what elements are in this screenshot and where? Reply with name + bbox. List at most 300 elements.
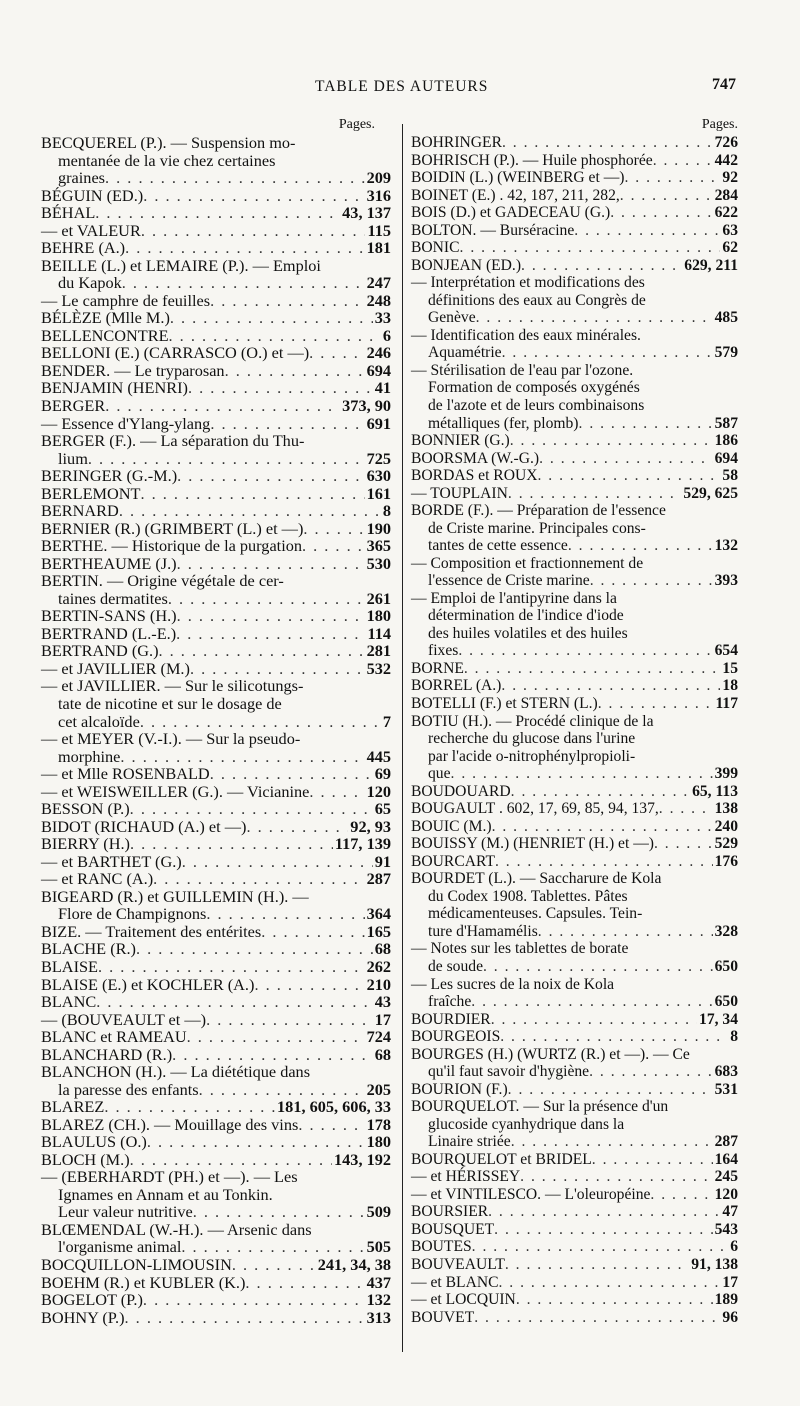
index-line — [411, 1116, 738, 1134]
index-line — [41, 660, 391, 678]
column-divider — [402, 124, 403, 1352]
dot-leader — [210, 292, 365, 310]
index-line — [41, 1116, 391, 1134]
entry-text: BOURGEOIS — [411, 1028, 501, 1046]
dot-leader — [143, 187, 364, 205]
index-line — [411, 169, 738, 187]
page-reference: 442 — [714, 151, 738, 169]
dot-leader — [105, 397, 340, 415]
index-line — [411, 660, 738, 678]
index-line — [41, 555, 391, 573]
index-line — [41, 765, 391, 783]
entry-text: du Kapok — [58, 273, 122, 293]
entry-text: de soude — [428, 957, 483, 975]
page-reference: 531 — [714, 1080, 738, 1098]
left-entries — [41, 134, 391, 1326]
dot-leader — [254, 976, 364, 994]
index-line — [41, 450, 391, 468]
entry-text: BOUVET — [411, 1308, 475, 1326]
entry-text: BOEHM (R.) et KUBLER (K.) — [41, 1272, 246, 1292]
dot-leader — [302, 537, 365, 555]
page-reference: 96 — [722, 1308, 738, 1326]
entry-text: Ignames en Annam et au Tonkin. — [58, 1184, 273, 1204]
index-line — [411, 362, 738, 380]
entry-text: — TOUPLAIN — [411, 484, 508, 502]
dot-leader — [538, 923, 713, 941]
dot-leader — [574, 222, 720, 240]
index-line — [41, 713, 391, 731]
page-reference: 694 — [714, 449, 738, 467]
index-line — [411, 958, 738, 976]
index-line — [411, 642, 738, 660]
entry-text: BLANC et RAMEAU — [41, 1027, 187, 1047]
dot-leader — [188, 379, 373, 397]
page-reference: 532 — [366, 658, 391, 678]
page-reference: 445 — [366, 746, 391, 766]
entry-text: BORDAS et ROUX — [411, 467, 538, 485]
index-line — [41, 730, 391, 748]
page-reference: 17, 34 — [699, 1010, 738, 1028]
entry-text: Aquamétrie — [428, 344, 502, 362]
dot-leader — [538, 467, 721, 485]
dot-leader — [471, 993, 712, 1011]
entry-text: BLAULUS (O.) — [41, 1132, 147, 1152]
dot-leader — [245, 1274, 364, 1292]
index-line — [411, 1186, 738, 1204]
page-reference: 725 — [366, 448, 391, 468]
dot-leader — [474, 1309, 720, 1327]
index-line — [41, 1046, 391, 1064]
dot-leader — [521, 257, 682, 275]
page-reference: 650 — [714, 993, 738, 1011]
entry-text: BOTELLI (F.) et STERN (L.) — [411, 695, 598, 712]
page-reference: 186 — [714, 432, 738, 450]
index-line — [41, 607, 391, 625]
page-reference: 399 — [714, 765, 738, 783]
page-reference: 65, 113 — [692, 782, 738, 800]
entry-text: tate de nicotine et sur le dosage de — [58, 694, 282, 713]
left-column — [41, 116, 391, 1326]
entry-text: BLOCH (M.) — [41, 1149, 130, 1169]
page-reference: 181, 605, 606, 33 — [277, 1097, 391, 1117]
dot-leader — [510, 432, 713, 450]
dot-leader — [508, 1081, 713, 1099]
index-line — [41, 204, 391, 222]
entry-text: définitions des eaux au Congrès de — [428, 291, 646, 309]
page-reference: 437 — [366, 1272, 391, 1292]
entry-text: recherche du glucose dans l'urine — [428, 730, 636, 748]
index-line — [411, 748, 738, 766]
entry-text: BENJAMIN (HENRI) — [41, 378, 188, 398]
index-line — [411, 695, 738, 713]
index-line — [411, 1098, 738, 1116]
entry-text: BIZE. — Traitement des entérites — [41, 921, 262, 941]
index-line — [411, 713, 738, 731]
entry-text: Leur valeur nutritive — [58, 1202, 193, 1222]
dot-leader — [511, 783, 690, 801]
entry-text: BONJEAN (ED.) — [411, 256, 522, 274]
index-line — [411, 1274, 738, 1292]
index-line — [411, 976, 738, 994]
index-line — [411, 905, 738, 923]
dot-leader — [210, 415, 364, 433]
index-line — [411, 1028, 738, 1046]
entry-text: fraîche — [428, 993, 472, 1011]
entry-text: fixes — [428, 642, 459, 660]
dot-leader — [182, 853, 373, 871]
entry-text: BOGELOT (P.) — [41, 1290, 143, 1310]
entry-text: Linaire striée — [428, 1133, 511, 1151]
dot-leader — [491, 1011, 697, 1029]
page-reference: 209 — [366, 168, 391, 188]
index-line — [411, 415, 738, 433]
entry-text: BECQUEREL (P.). — Suspension mo- — [41, 133, 296, 152]
entry-text: — et RANC (A.) — [41, 869, 154, 889]
page-reference: 65 — [374, 799, 391, 819]
dot-leader — [495, 853, 713, 871]
entry-text: — et LOCQUIN — [411, 1291, 516, 1309]
page-reference: 17 — [374, 1009, 391, 1029]
page-reference: 261 — [366, 588, 391, 608]
entry-text: — et MEYER (V.-I.). — Sur la pseudo- — [41, 729, 301, 749]
index-line — [411, 344, 738, 362]
page-reference: 6 — [730, 1238, 738, 1256]
entry-text: BEHRE (A.) — [41, 238, 126, 258]
page-reference: 91, 138 — [691, 1256, 738, 1273]
page-reference: 262 — [366, 956, 391, 976]
entry-text: l'organisme animal — [58, 1237, 182, 1257]
index-line — [411, 327, 738, 345]
index-line — [41, 590, 391, 608]
dot-leader — [246, 818, 348, 836]
dot-leader — [508, 485, 682, 503]
page-reference: 62 — [722, 239, 738, 257]
page-reference: 143, 192 — [334, 1149, 391, 1169]
dot-leader — [516, 1291, 713, 1309]
entry-text: — et VINTILESCO. — L'oleuropéine — [411, 1185, 651, 1203]
index-line — [41, 187, 391, 205]
entry-text: — et BLANC — [411, 1273, 499, 1291]
dot-leader — [193, 1203, 365, 1221]
dot-leader — [458, 642, 712, 660]
page-reference: 181 — [366, 238, 391, 258]
entry-text: BORNE — [411, 659, 464, 677]
index-line — [411, 1256, 738, 1274]
page-reference: 316 — [366, 185, 391, 205]
page-reference: 178 — [366, 1114, 391, 1134]
index-line — [411, 730, 738, 748]
dot-leader — [104, 1098, 275, 1116]
entry-text: BOURQUELOT et BRIDEL — [411, 1150, 592, 1168]
page-reference: 115 — [367, 220, 391, 240]
index-line — [411, 1151, 738, 1169]
entry-text: — et JAVILLIER (M.) — [41, 658, 190, 678]
entry-text: — Les sucres de la noix de Kola — [411, 975, 615, 993]
page-reference: 210 — [366, 974, 391, 994]
index-line — [411, 239, 738, 257]
index-line — [411, 520, 738, 538]
entry-text: — (EBERHARDT (PH.) et —). — Les — [41, 1167, 298, 1187]
index-line — [41, 520, 391, 538]
index-line — [41, 274, 391, 292]
dot-leader — [147, 1133, 365, 1151]
entry-text: cet alcaloïde — [58, 711, 140, 731]
index-line — [41, 485, 391, 503]
entry-text: BERTIN. — Origine végétale de cer- — [41, 571, 284, 591]
index-line — [411, 292, 738, 310]
dot-leader — [589, 1063, 713, 1081]
entry-text: — Essence d'Ylang-ylang — [41, 413, 211, 433]
entry-text: que — [428, 765, 451, 783]
entry-text: de l'azote et de leurs combinaisons — [428, 396, 645, 414]
dot-leader — [650, 1186, 712, 1204]
page-reference: 505 — [366, 1237, 391, 1257]
page-reference: 241, 34, 38 — [317, 1255, 391, 1274]
index-line — [411, 397, 738, 415]
entry-text: BOURDIER — [411, 1010, 491, 1028]
entry-text: BÉHAL — [41, 203, 96, 223]
right-entries — [411, 134, 738, 1326]
entry-text: médicamenteuses. Capsules. Tein- — [428, 905, 643, 923]
dot-leader — [488, 1203, 720, 1221]
index-line — [411, 1046, 738, 1064]
dot-leader — [598, 695, 714, 713]
dot-leader — [654, 835, 713, 853]
index-line — [411, 993, 738, 1011]
entry-text: BORDE (F.). — Préparation de l'essence — [411, 502, 666, 520]
dot-leader — [187, 1028, 365, 1046]
entry-text: BIERRY (H.) — [41, 834, 130, 854]
entry-text: — Emploi de l'antipyrine dans la — [411, 589, 617, 607]
entry-text: BOORSMA (W.-G.) — [411, 449, 540, 467]
dot-leader — [451, 765, 713, 783]
dot-leader — [95, 204, 340, 222]
page-reference: 373, 90 — [342, 395, 391, 415]
page-reference: 161 — [366, 483, 391, 503]
entry-text: BOIDIN (L.) (WEINBERG et —) — [411, 169, 625, 187]
page-reference: 529, 625 — [683, 484, 738, 502]
entry-text: BÉGUIN (ED.) — [41, 185, 144, 205]
dot-leader — [119, 502, 381, 520]
index-line — [411, 853, 738, 871]
dot-leader — [502, 134, 713, 152]
dot-leader — [143, 1291, 365, 1309]
index-line — [411, 1133, 738, 1151]
index-line — [41, 1291, 391, 1309]
index-line — [411, 888, 738, 906]
page-reference: 529 — [714, 835, 738, 853]
index-line — [41, 748, 391, 766]
entry-text: BERGER — [41, 395, 106, 415]
dot-leader — [568, 537, 713, 555]
entry-text: — et JAVILLIER. — Sur le silicotungs- — [41, 676, 304, 696]
dot-leader — [199, 1081, 365, 1099]
page-reference: 650 — [714, 957, 738, 975]
index-line — [41, 222, 391, 240]
entry-text: BLŒMENDAL (W.-H.). — Arsenic dans — [41, 1219, 312, 1239]
dot-leader — [168, 590, 365, 608]
dot-leader — [309, 783, 364, 801]
dot-leader — [176, 625, 365, 643]
page-reference: 190 — [366, 518, 391, 538]
index-line — [411, 204, 738, 222]
page-reference: 509 — [366, 1202, 391, 1222]
entry-text: BERTHEAUME (J.) — [41, 553, 177, 573]
index-line — [411, 222, 738, 240]
entry-text: BOCQUILLON-LIMOUSIN — [41, 1255, 232, 1274]
entry-text: BOHRINGER — [411, 134, 502, 151]
page-reference: 138 — [714, 800, 738, 818]
index-line — [41, 1186, 391, 1204]
page-reference: 724 — [366, 1027, 391, 1047]
index-line — [411, 818, 738, 836]
entry-text: BLAREZ — [41, 1097, 105, 1117]
entry-text: BERTIN-SANS (H.) — [41, 606, 177, 626]
dot-leader — [501, 677, 720, 695]
index-line — [41, 502, 391, 520]
index-line — [411, 607, 738, 625]
entry-text: graines — [58, 168, 106, 188]
index-line — [41, 1063, 391, 1081]
index-line — [41, 1151, 391, 1169]
entry-text: BLANC — [41, 992, 97, 1012]
index-line — [41, 800, 391, 818]
dot-leader — [499, 1274, 721, 1292]
dot-leader — [130, 835, 333, 853]
index-line — [411, 1309, 738, 1327]
entry-text: BOINET (E.) . 42, 187, 211, 282, — [411, 186, 620, 204]
entry-text: BEILLE (L.) et LEMAIRE (P.). — Emploi — [41, 255, 321, 275]
entry-text: BLAREZ (CH.). — Mouillage des vins — [41, 1114, 299, 1134]
page-reference: 17 — [722, 1273, 738, 1291]
entry-text: taines dermatites — [58, 588, 168, 608]
page-reference: 622 — [714, 204, 738, 222]
index-line — [41, 1274, 391, 1292]
page-reference: 246 — [366, 343, 391, 363]
page-reference: 120 — [714, 1185, 738, 1203]
page-reference: 132 — [714, 537, 738, 555]
entry-text: BOURSIER — [411, 1203, 489, 1221]
index-line — [411, 783, 738, 801]
index-line — [411, 134, 738, 152]
index-line — [41, 1256, 391, 1274]
dot-leader — [520, 1168, 712, 1186]
index-line — [411, 1011, 738, 1029]
page-reference: 393 — [714, 572, 738, 590]
entry-text: — Notes sur les tablettes de borate — [411, 940, 629, 958]
entry-text: BOUSQUET — [411, 1220, 495, 1238]
dot-leader — [177, 607, 365, 625]
dot-leader — [141, 222, 366, 240]
dot-leader — [140, 713, 381, 731]
page-reference: 58 — [722, 467, 738, 485]
index-line — [41, 239, 391, 257]
entry-text: — et WEISWEILLER (G.). — Vicianine — [41, 781, 310, 801]
index-line — [41, 625, 391, 643]
index-line — [41, 432, 391, 450]
dot-leader — [500, 1028, 728, 1046]
entry-text: tantes de cette essence — [428, 537, 568, 555]
dot-leader — [125, 239, 364, 257]
dot-leader — [181, 1238, 364, 1256]
index-line — [411, 152, 738, 170]
entry-text: BLANCHON (H.). — La diététique dans — [41, 1062, 311, 1082]
entry-text: BENDER. — Le tryparosan — [41, 360, 225, 380]
dot-leader — [98, 958, 365, 976]
index-line — [411, 677, 738, 695]
index-line — [411, 800, 738, 818]
entry-text: métalliques (fer, plomb) — [428, 414, 579, 432]
entry-text: BONNIER (G.) — [411, 432, 510, 450]
index-line — [41, 905, 391, 923]
page-reference: 630 — [366, 466, 391, 486]
entry-text: — Le camphre de feuilles — [41, 290, 211, 310]
dot-leader — [511, 1133, 713, 1151]
index-line — [41, 976, 391, 994]
dot-leader — [130, 800, 373, 818]
entry-text: BOURION (F.) — [411, 1080, 508, 1098]
entry-text: BOURCART — [411, 852, 495, 870]
page-reference: 176 — [714, 852, 738, 870]
page-reference: 69 — [374, 764, 391, 784]
entry-text: par l'acide o-nitrophénylpropioli- — [428, 747, 636, 765]
entry-text: BOTIU (H.). — Procédé clinique de la — [411, 712, 654, 730]
entry-text: BOUGAULT . 602, 17, 69, 85, 94, 137, — [411, 800, 659, 818]
index-line — [411, 257, 738, 275]
page-reference: 287 — [714, 1133, 738, 1151]
page-number: 747 — [712, 76, 736, 93]
entry-text: BLACHE (R.) — [41, 939, 136, 959]
entry-text: BOUDOUARD — [411, 782, 511, 800]
entry-text: — et Mlle ROSENBALD — [41, 764, 210, 784]
entry-text: BOUTES — [411, 1238, 472, 1256]
index-line — [41, 940, 391, 958]
page-reference: 313 — [366, 1307, 391, 1327]
entry-text: BOURDET (L.). — Saccharure de Kola — [411, 870, 662, 888]
page-reference: 180 — [366, 1132, 391, 1152]
index-line — [411, 502, 738, 520]
page-reference: 654 — [714, 642, 738, 660]
pages-label: Pages. — [701, 117, 738, 132]
index-line — [41, 888, 391, 906]
page-reference: 629, 211 — [684, 256, 738, 274]
entry-text: des huiles volatiles et des huiles — [428, 624, 628, 642]
dot-leader — [261, 923, 364, 941]
entry-text: BERNARD — [41, 501, 119, 521]
index-line — [411, 1168, 738, 1186]
entry-text: BLAISE — [41, 956, 98, 976]
page-reference: 41 — [374, 378, 391, 398]
page-reference: 247 — [366, 273, 391, 293]
index-line — [411, 309, 738, 327]
entry-text: BERINGER (G.-M.) — [41, 466, 178, 486]
entry-text: du Codex 1908. Tablettes. Pâtes — [428, 887, 628, 905]
index-line — [411, 432, 738, 450]
entry-text: morphine — [58, 746, 121, 766]
entry-text: qu'il faut savoir d'hygiène — [428, 1063, 590, 1081]
dot-leader — [206, 1011, 373, 1029]
entry-text: BOUVEAULT — [411, 1256, 505, 1273]
index-line — [41, 292, 391, 310]
index-line — [411, 940, 738, 958]
dot-leader — [592, 1151, 713, 1169]
index-line — [411, 379, 738, 397]
dot-leader — [476, 309, 713, 327]
index-line — [411, 274, 738, 292]
entry-text: glucoside cyanhydrique dans la — [428, 1115, 625, 1133]
index-line — [411, 625, 738, 643]
dot-leader — [502, 344, 713, 362]
